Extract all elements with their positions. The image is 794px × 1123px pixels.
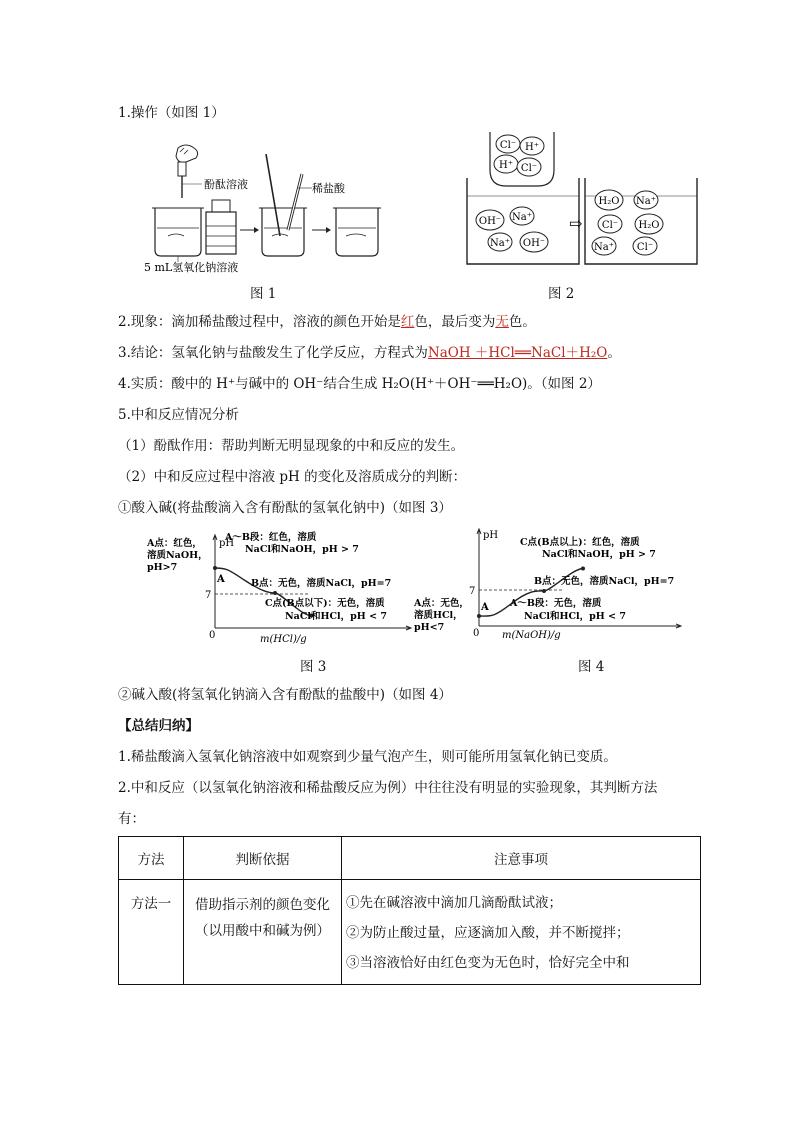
acid-into-base: ①酸入碱(将盐酸滴入含有酚酞的氢氧化钠中)（如图 3） (118, 500, 452, 516)
a-note-2: 溶质HCl， (414, 610, 463, 621)
a-note-3: pH<7 (414, 622, 445, 633)
ion-top-2: H⁺ (499, 160, 513, 171)
point-c (581, 567, 585, 571)
method-cell: 方法一 (119, 880, 184, 985)
ion-right-1: Na⁺ (636, 196, 656, 207)
summary-title: 【总结归纳】 (118, 718, 199, 734)
note-line-2: ②为防止酸过量，应逐滴加入酸，并不断搅拌； (346, 925, 630, 941)
b-note: B点：无色，溶质NaCl，pH=7 (251, 578, 392, 589)
header-method: 方法 (119, 837, 184, 880)
label-acid: 稀盐酸 (312, 182, 345, 195)
ref-tick-label: 7 (469, 586, 476, 597)
conclusion-line: 3.结论：氢氧化钠与盐酸发生了化学反应，方程式为NaOH ＋HCl══NaCl＋H₂O。 (118, 345, 621, 361)
a-note-3: pH>7 (147, 562, 178, 573)
base-into-acid: ②碱入酸(将氢氧化钠滴入含有酚酞的盐酸中)（如图 4） (118, 687, 452, 703)
ab-note-1: A～B段：无色，溶质 (510, 598, 602, 609)
header-notes: 注意事项 (342, 837, 701, 880)
point-b (542, 589, 546, 593)
b-note: B点：无色，溶质NaCl，pH=7 (534, 576, 675, 587)
y-axis-label: pH (219, 538, 235, 549)
point-b (273, 591, 277, 595)
a-note-1: A点：无色， (414, 598, 469, 609)
figure-1-caption: 图 1 (250, 286, 277, 302)
c-note-2: NaCl和HCl，pH < 7 (285, 611, 387, 622)
analysis-point-2: （2）中和反应过程中溶液 pH 的变化及溶质成分的判断： (118, 469, 467, 485)
x-axis-label: m(HCl)/g (260, 634, 307, 645)
notes-cell (342, 880, 701, 985)
analysis-title: 5.中和反应情况分析 (118, 407, 239, 423)
summary-point-1: 1.稀盐酸滴入氢氧化钠溶液中如观察到少量气泡产生，则可能所用氢氧化钠已变质。 (118, 749, 617, 765)
ion-right-5: Cl⁻ (636, 242, 654, 253)
ab-note-2: NaCl和HCl，pH < 7 (524, 611, 626, 622)
c-note-1: C点(B点以下)：无色，溶质 (265, 598, 385, 609)
point-a (213, 566, 217, 570)
point-a-label: A (481, 602, 489, 613)
summary-point-2a: 2.中和反应（以氢氧化钠溶液和稀盐酸反应为例）中往往没有明显的实验现象，其判断方法 (118, 780, 658, 796)
a-note-1: A点：红色， (147, 538, 202, 549)
label-indicator: 酚酞溶液 (204, 178, 248, 191)
ion-right-0: H₂O (598, 196, 620, 207)
note-line-3: ③当溶液恰好由红色变为无色时，恰好完全中和 (346, 955, 630, 971)
essence-line: 4.实质：酸中的 H⁺与碱中的 OH⁻结合生成 H₂O(H⁺＋OH⁻══H₂O)。（如图 2） (118, 376, 601, 392)
analysis-point-1: （1）酚酞作用：帮助判断无明显现象的中和反应的发生。 (118, 438, 465, 454)
a-note-2: 溶质NaOH， (147, 550, 208, 561)
phenomenon-line: 2.现象：滴加稀盐酸过程中，溶液的颜色开始是红色，最后变为无色。 (118, 314, 536, 330)
basis-cell (184, 880, 342, 985)
note-line-1: ①先在碱溶液中滴加几滴酚酞试液； (346, 895, 562, 911)
point-a (477, 614, 481, 618)
table-row (119, 880, 701, 985)
ref-tick-label: 7 (205, 590, 212, 601)
origin-label: 0 (473, 628, 480, 639)
basis-line-2: （以用酸中和碱为例） (195, 923, 330, 939)
origin-label: 0 (209, 630, 216, 641)
figure-4-caption: 图 4 (578, 659, 605, 675)
ion-top-0: Cl⁻ (499, 140, 517, 151)
ion-left-1: Na⁺ (512, 212, 532, 223)
c-note-1: C点(B点以上)：红色，溶质 (520, 537, 640, 548)
ion-right-4: Na⁺ (594, 242, 614, 253)
figure-3-caption: 图 3 (300, 659, 327, 675)
figure-2-caption: 图 2 (548, 286, 575, 302)
figure-2-ion-diagram (465, 130, 700, 275)
x-axis-label: m(NaOH)/g (502, 630, 561, 641)
equation: NaOH ＋HCl══NaCl＋H₂O (427, 345, 608, 361)
ion-right-2: Cl⁻ (601, 220, 619, 231)
operation-title: 1.操作（如图 1） (118, 105, 225, 121)
c-note-2: NaCl和NaOH，pH > 7 (542, 549, 656, 560)
figure-3-chart (145, 528, 415, 648)
ab-note-2: NaCl和NaOH，pH > 7 (245, 544, 359, 555)
reaction-arrow-icon: ⇨ (569, 214, 583, 233)
ion-left-0: OH⁻ (478, 216, 502, 227)
ion-right-3: H₂O (638, 220, 660, 231)
color-end: 无 (495, 314, 509, 330)
basis-line-1: 借助指示剂的颜色变化 (195, 897, 330, 913)
figure-1-apparatus (140, 140, 390, 275)
header-basis: 判断依据 (184, 837, 342, 880)
ion-top-1: H⁺ (525, 142, 539, 153)
color-start: 红 (400, 314, 415, 330)
point-a-label: A (217, 574, 225, 585)
label-base: 5 mL氢氧化钠溶液 (144, 261, 239, 274)
figure-4-chart (412, 526, 687, 646)
ion-left-2: Na⁺ (490, 238, 510, 249)
ion-left-3: OH⁻ (522, 238, 546, 249)
table-header-row (119, 837, 701, 880)
y-axis-label: pH (483, 530, 499, 541)
methods-table (118, 836, 701, 985)
ab-note-1: A～B段：红色，溶质 (225, 532, 317, 543)
ion-top-3: Cl⁻ (520, 163, 538, 174)
summary-point-2b: 有： (118, 811, 145, 827)
